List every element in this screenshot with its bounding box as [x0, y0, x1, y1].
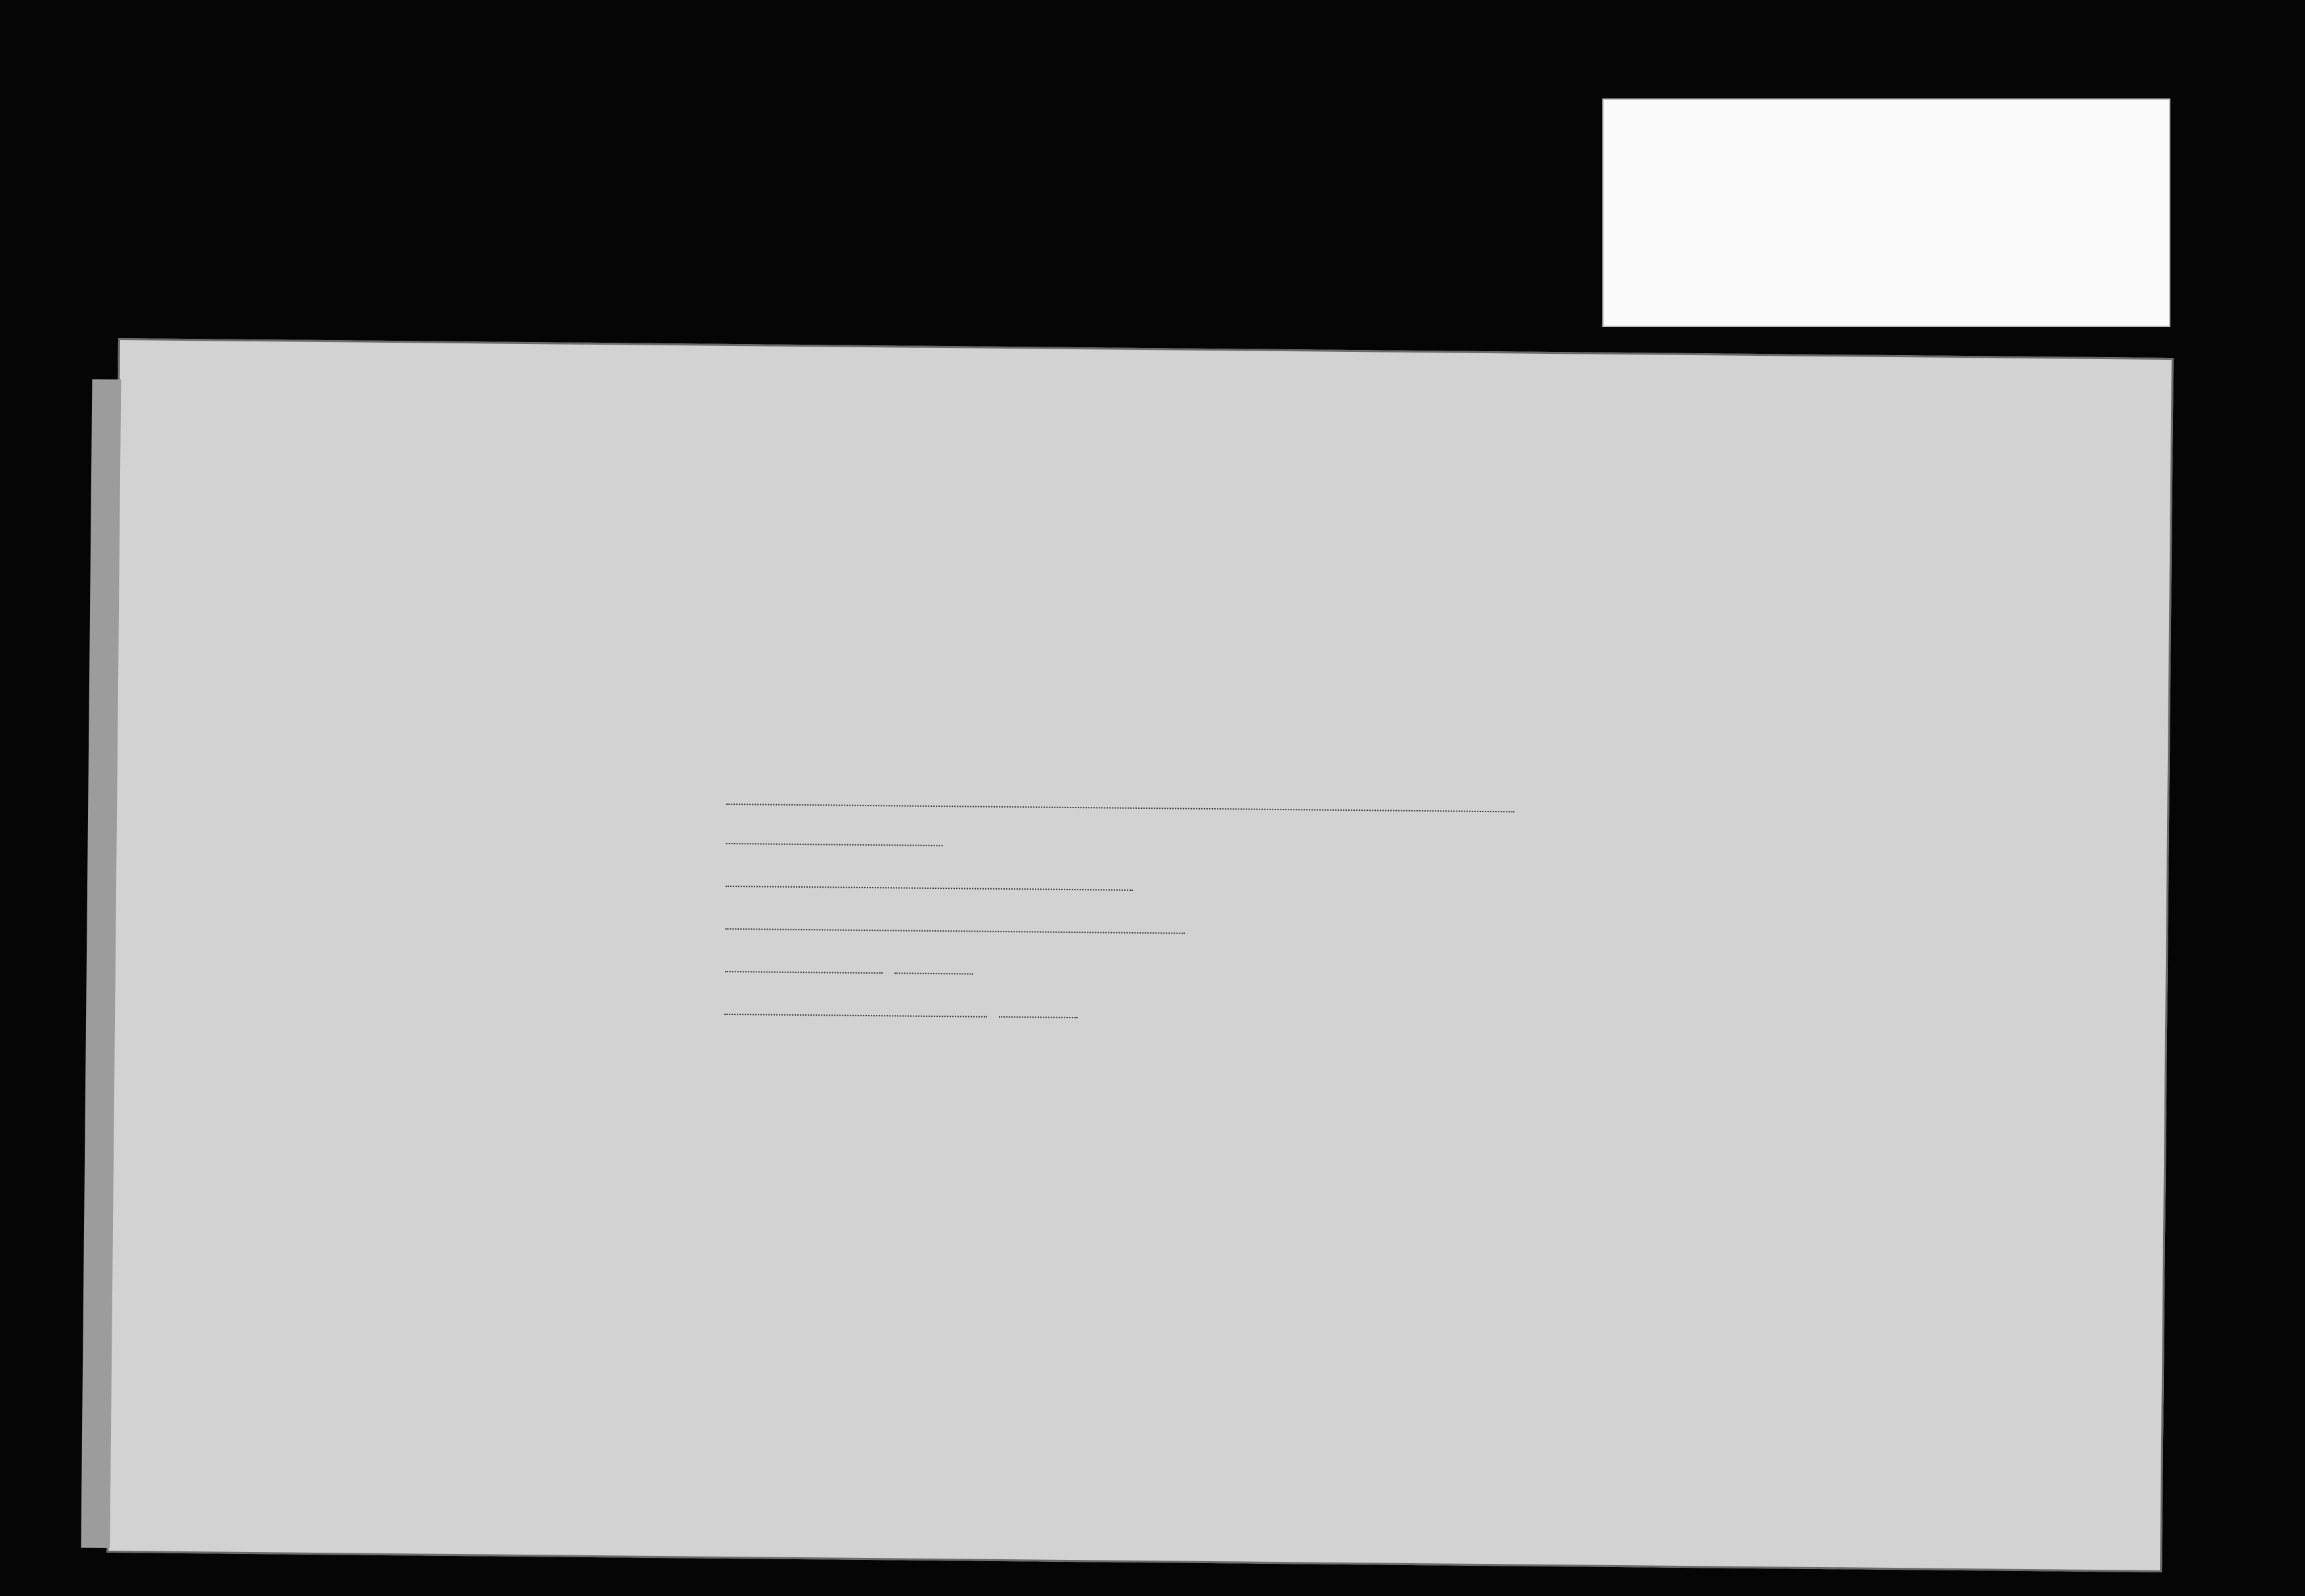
question-near-village	[725, 953, 973, 978]
form-grid	[108, 340, 2176, 1574]
census-form-sheet	[106, 338, 2174, 1572]
question-other-land	[726, 825, 943, 849]
soiled-document-label	[1602, 98, 2170, 327]
question-market	[724, 996, 1078, 1021]
question-land-type	[726, 868, 1133, 894]
question-farming	[725, 911, 1185, 937]
